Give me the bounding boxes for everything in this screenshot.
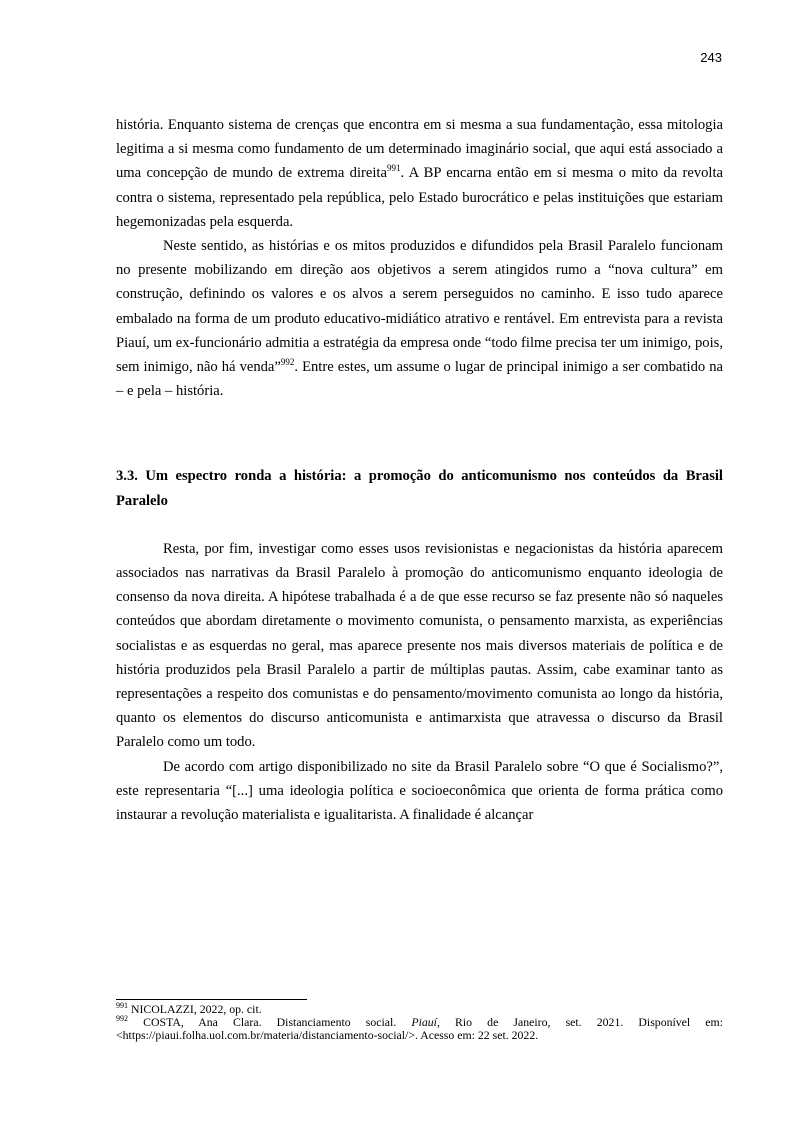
paragraph-3: Resta, por fim, investigar como esses usos revisionistas e negacionistas da história aparecem associados nas narrativas da Brasil Paralelo à promoção do anticomunismo enquanto ideologia de consenso da nova direita. A hipótese trabalhada é a de que esse recurso se faz presente não só naqueles conteúdos que abordam diretamente o movimento comunista, o pensamento marxista, as experiências socialistas e as esquerdas no geral, mas aparece presente nos mais diversos materiais de política e de história produzidos pela Brasil Paralelo a partir de múltiplas pautas. Assim, cabe examinar tanto as representações a respeito dos comunistas e do pensamento/movimento comunista ao longo da história, quanto os elementos do discurso anticomunista e antimarxista que atravessa o discurso da Brasil Paralelo como um todo. [116, 540, 723, 751]
footnote-title-italic: Piauí [411, 1015, 437, 1029]
footnote-ref-992: 992 [280, 357, 295, 368]
page-number: 243 [700, 50, 722, 65]
footnote-992 [116, 1016, 723, 1042]
footnote-ref-991: 991 [386, 163, 401, 174]
footnote-number: 991 [116, 1001, 128, 1011]
section-heading: 3.3. Um espectro ronda a história: a promoção do anticomunismo nos conteúdos da Brasil Paralelo [116, 468, 723, 509]
paragraph-2 [116, 234, 723, 403]
body-text [116, 113, 723, 827]
footnote-text: NICOLAZZI, 2022, op. cit. [128, 1002, 262, 1016]
paragraph-1 [116, 113, 723, 234]
footnote-number: 992 [116, 1014, 128, 1024]
footnotes [116, 999, 723, 1042]
paragraph-4: De acordo com artigo disponibilizado no site da Brasil Paralelo sobre “O que é Socialismo?”, este representaria “[...] uma ideologia política e socioeconômica que orienta de forma prática como instaurar a revolução materialista e igualitarista. A finalidade é alcançar [116, 758, 723, 824]
paragraph-2-part-2: . Entre estes, um assume o lugar de principal inimigo a ser combatido na – e pela – história. [116, 359, 724, 400]
paragraph-1-part-2: . A BP encarna então em si mesma o mito da revolta contra o sistema, representado pela república, pelo Estado burocrático e pelas instituições que estariam hegemonizadas pela esquerda. [116, 165, 724, 230]
paragraph-1-part-1: história. Enquanto sistema de crenças que encontra em si mesma a sua fundamentação, essa mitologia legitima a si mesma como fundamento de um determinado imaginário social, que aqui está associado a uma concepção de mundo de extrema direita [116, 117, 723, 182]
footnote-text-after: , Rio de Janeiro, set. 2021. Disponível em: <https://piaui.folha.uol.com.br/materia/distanciamento-social/>. Acesso em: 22 set. 2022. [116, 1015, 723, 1042]
footnote-text: COSTA, Ana Clara. Distanciamento social. [128, 1015, 412, 1029]
footnote-divider [116, 999, 307, 1000]
paragraph-2-part-1: Neste sentido, as histórias e os mitos produzidos e difundidos pela Brasil Paralelo funcionam no presente mobilizando em direção aos objetivos a serem atingidos rumo a “nova cultura” em construção, definindo os valores e os alvos a serem perseguidos no caminho. E isso tudo aparece embalado na forma de um produto educativo-midiático atrativo e rentável. Em entrevista para a revista Piauí, um ex-funcionário admitia a estratégia da empresa onde “todo filme precisa ter um inimigo, pois, sem inimigo, não há venda” [116, 238, 723, 376]
